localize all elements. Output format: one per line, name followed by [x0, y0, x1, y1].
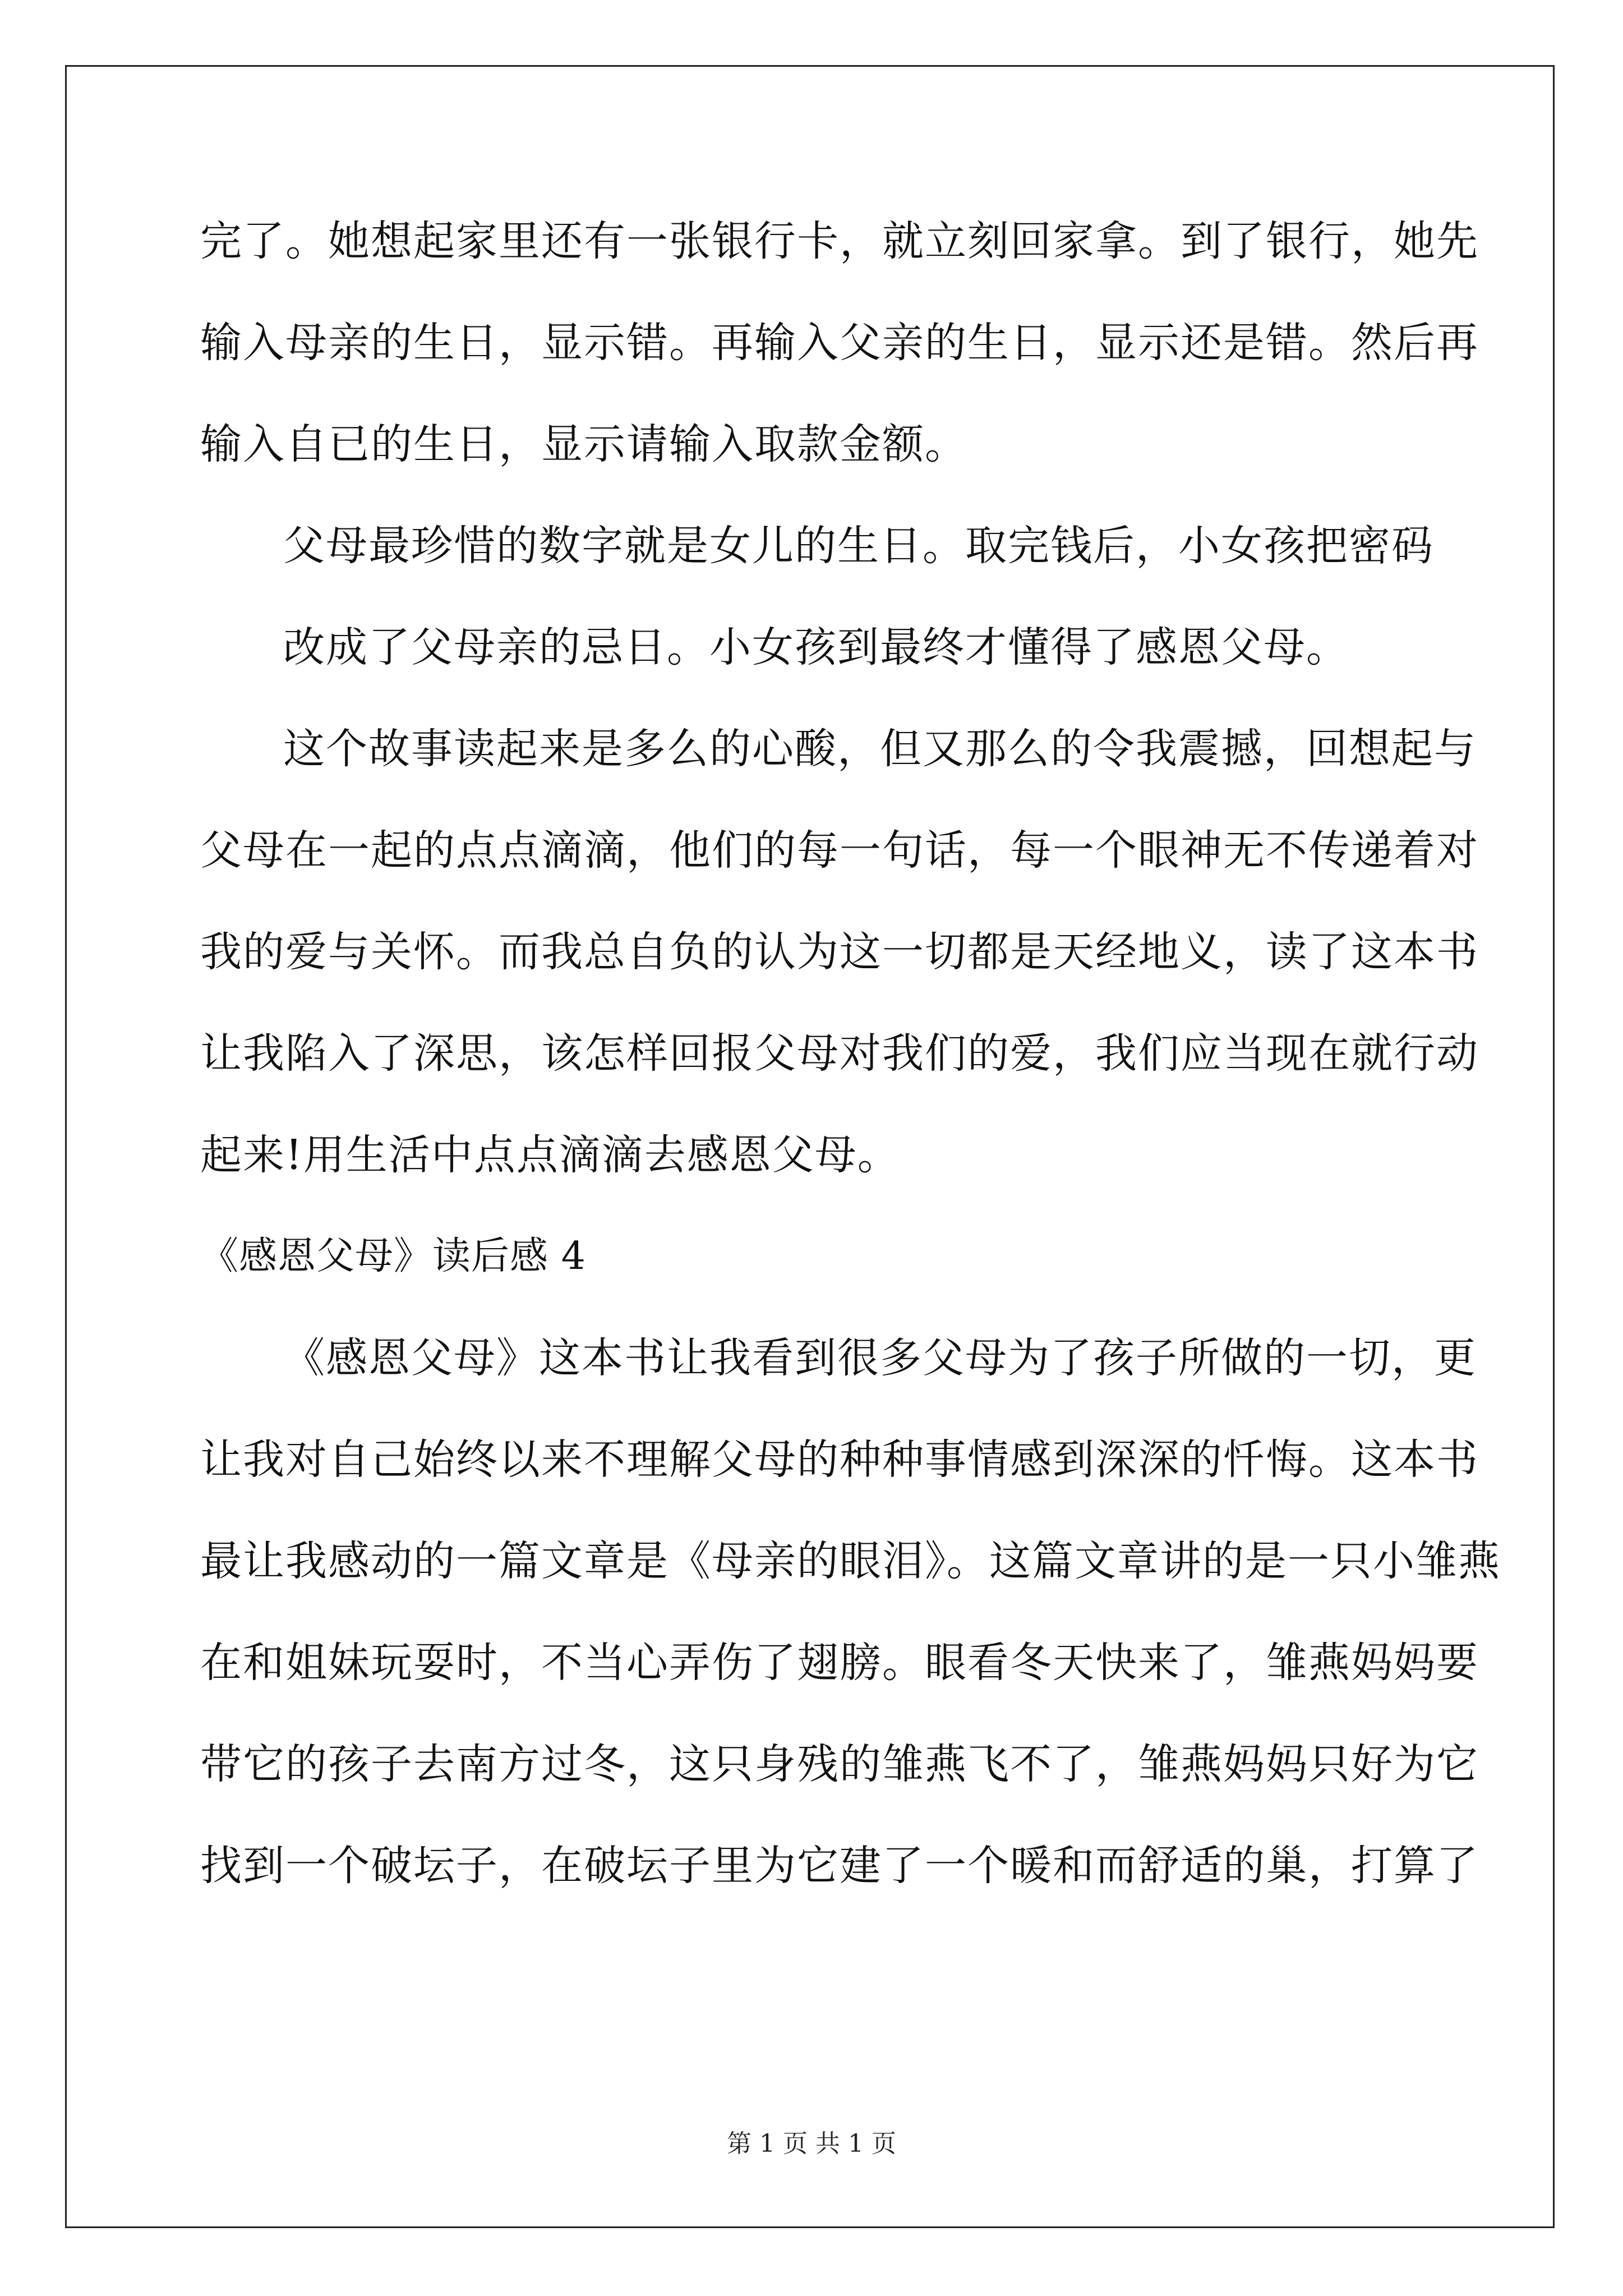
text-line: 找到一个破坛子，在破坛子里为它建了一个暖和而舒适的巢，打算了: [200, 1842, 1479, 1890]
text-line: 让我陷入了深思，该怎样回报父母对我们的爱，我们应当现在就行动: [200, 1029, 1479, 1078]
text-line: 输入母亲的生日，显示错。再输入父亲的生日，显示还是错。然后再: [200, 319, 1479, 367]
document-body: [200, 213, 1501, 1939]
text-line: 完了。她想起家里还有一张银行卡，就立刻回家拿。到了银行，她先: [200, 217, 1479, 265]
text-line: 起来!用生活中点点滴滴去感恩父母。: [200, 1131, 900, 1179]
text-line: 最让我感动的一篇文章是《母亲的眼泪》。这篇文章讲的是一只小雏燕: [200, 1537, 1501, 1585]
section-heading: 《感恩父母》读后感 4: [200, 1234, 586, 1278]
page-footer: 第 1 页 共 1 页: [727, 2129, 896, 2158]
text-line: 《感恩父母》这本书让我看到很多父母为了孩子所做的一切，更: [283, 1334, 1477, 1382]
text-line: 在和姐妹玩耍时，不当心弄伤了翅膀。眼看冬天快来了，雏燕妈妈要: [200, 1639, 1479, 1687]
text-line: 带它的孩子去南方过冬，这只身残的雏燕飞不了，雏燕妈妈只好为它: [200, 1740, 1479, 1788]
text-line: 我的爱与关怀。而我总自负的认为这一切都是天经地义，读了这本书: [200, 928, 1479, 976]
text-line: 让我对自己始终以来不理解父母的种种事情感到深深的忏悔。这本书: [200, 1435, 1479, 1484]
text-line: 输入自已的生日，显示请输入取款金额。: [200, 420, 967, 468]
text-line: 父母在一起的点点滴滴，他们的每一句话，每一个眼神无不传递着对: [200, 826, 1479, 875]
text-line: 这个故事读起来是多么的心酸，但又那么的令我震撼，回想起与: [283, 725, 1477, 773]
text-line: 改成了父母亲的忌日。小女孩到最终才懂得了感恩父母。: [283, 623, 1349, 671]
text-line: 父母最珍惜的数字就是女儿的生日。取完钱后，小女孩把密码: [283, 522, 1434, 570]
